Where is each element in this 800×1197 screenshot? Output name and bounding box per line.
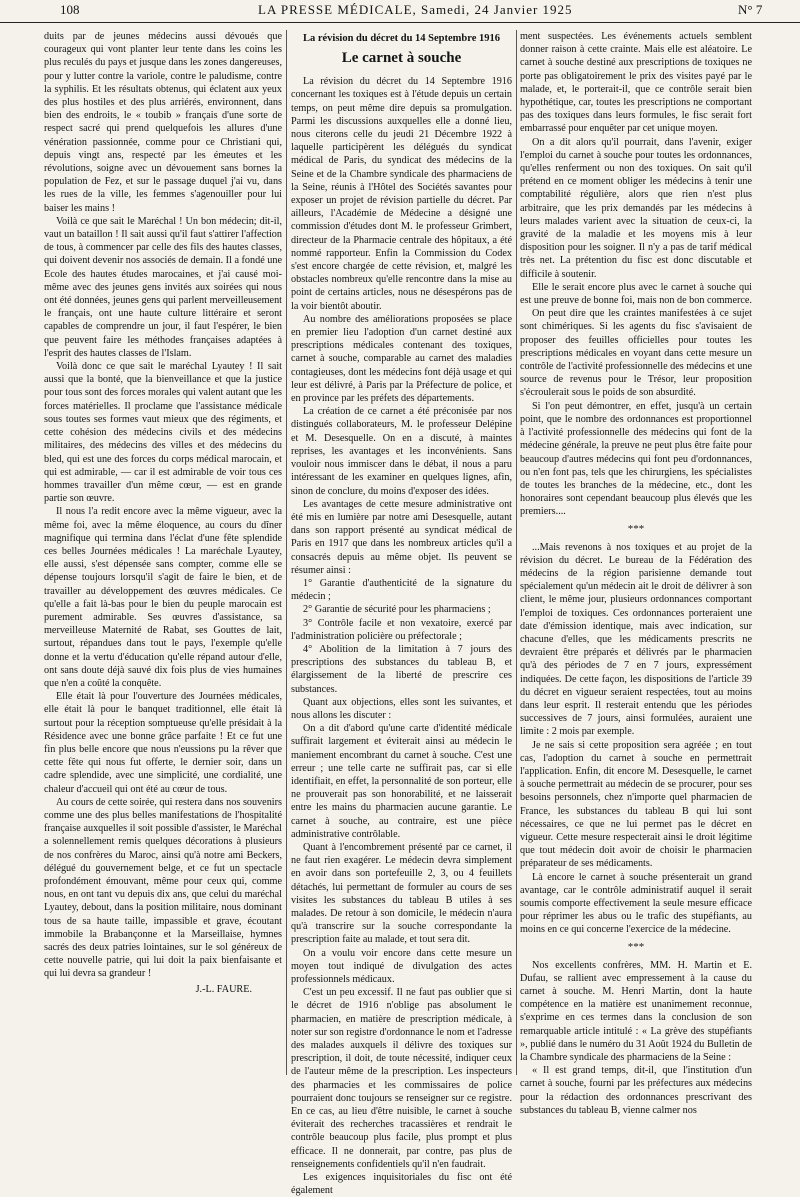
paragraph: Elle était là pour l'ouverture des Journées médicales, elle était là pour le banquet traditionnel, elle était là surtout pour la réception somptueuse qu'elle présidait à la Résidence avec une bonne grâce parfaite ! Et ce fut une fin plus belle encore que nous n'eussions pu la rêver que cette fête qui nous fut offerte, le dernier soir, dans un cadre splendide, avec une simplicité, une cordialité, une chaleur d'accueil qui ont été au cœur de tous. bbox=[44, 691, 282, 795]
paragraph: Je ne sais si cette proposition sera agréée ; en tout cas, l'adoption du carnet à souche en permettrait l'application. Enfin, dit encore M. Desesquelle, le carnet à souche permettrait au médecin de se procurer, pour ses besoins personnels, chez n'importe quel pharmacien de France, les substances du tableau B qui lui sont nécessaires, ce que ne lui permet pas le décret en vigueur. Cette mesure respecterait ainsi le droit légitime que tout médecin doit avoir de choisir le pharmacien préparateur de ses médicaments. bbox=[520, 739, 752, 870]
paragraph: ...Mais revenons à nos toxiques et au projet de la révision du décret. Le bureau de la Fédération des médecins de la région parisienne demande tout spécialement qu'un médecin ait le droit de délivrer à son client, le même jour, plusieurs ordonnances comportant l'emploi de toxiques. Ces ordonnances porteraient une date d'émission identique, mais avec indication, sur chacune d'elles, que les médicaments prescrits ne devraient être préparés et délivrés par le pharmacien qu'à des périodes de 7 en 7 jours, expressément indiquées. De cette façon, les dispositions de l'article 39 du décret en vigueur seraient respectées, tout au moins dans leur esprit. Il resterait entendu que les périodes successives de 7 jours, ainsi formulées, auraient une limite : 2 mois par exemple. bbox=[520, 541, 752, 738]
paragraph: Quant à l'encombrement présenté par ce carnet, il ne faut rien exagérer. Le médecin devra simplement en avoir dans son portefeuille 2, 3, ou 4 feuillets détachés, lui permettant de formuler au cours de ses visites les substances du tableau B utiles à ses malades. De retour à son domicile, le médecin n'aura qu'à transcrire sur la souche correspondante la prescription faite au malade, et tout sera dit. bbox=[291, 841, 512, 946]
paragraph: Les exigences inquisitoriales du fisc ont été également bbox=[291, 1172, 512, 1197]
page-number: 108 bbox=[60, 2, 80, 17]
column-3 bbox=[520, 30, 752, 1116]
paragraph: Au nombre des améliorations proposées se place en premier lieu l'adoption d'un carnet destiné aux prescriptions médicales contenant des toxiques, carnet à souche, comparable au carnet des maladies contagieuses, dont les médecins font déjà usage et qui leur est délivré, à Paris par la Préfecture de police, et en province par les préfets des départements. bbox=[291, 313, 512, 405]
paragraph: On a dit alors qu'il pourrait, dans l'avenir, exiger l'emploi du carnet à souche pour toutes les ordonnances, qu'elles renferment ou non des toxiques. On sait qu'il prétend en ce moment obliger les médecins à tenir une comptabilité régulière, alors que rien n'est plus arbitraire, que les prix demandés par les médecins à leurs malades varient avec la situation de ceux-ci, la gravité de la maladie et les moyens mis à leur disposition pour les soigner. Il n'y a pas de tarif médical très net. La prétention du fisc est donc discutable et difficile à soutenir. bbox=[520, 136, 752, 280]
running-title: LA PRESSE MÉDICALE, Samedi, 24 Janvier 1925 bbox=[258, 2, 573, 17]
paragraph: Nos excellents confrères, MM. H. Martin et E. Dufau, se rallient avec empressement à la cause du carnet à souche. M. Henri Martin, dont la haute compétence en la matière est unanimement reconnue, s'exprime en ces termes dans la conclusion de son remarquable article intitulé : « La grève des stupéfiants », publié dans le numéro du 31 Août 1924 du Bulletin de la Chambre syndicale des pharmaciens de la Seine : bbox=[520, 959, 752, 1064]
paragraph: ment suspectées. Les événements actuels semblent donner raison à cette crainte. Mais elle est aléatoire. Le carnet à souche destiné aux prescriptions de toxiques ne porte pas obligatoirement le prix des visites payé par le malade, et, le porterait-il, que ce contrôle serait bien hypothétique, car, toutes les prescriptions ne comportant pas des toxiques dans leurs formules, le fisc serait fort embarrassé pour enquêter par cet unique moyen. bbox=[520, 31, 752, 135]
paragraph: Si l'on peut démontrer, en effet, jusqu'à un certain point, que le nombre des ordonnances est proportionnel à l'activité professionnelle des médecins qui font de la médecine générale, la preuve ne peut plus être faite pour beaucoup d'autres médecins qui font peu d'ordonnances, ou n'en font pas, tels que les chirurgiens, les spécialistes de toutes les branches de la médecine, etc., dont les honoraires sont cependant beaucoup plus élevés que les premiers.... bbox=[520, 400, 752, 518]
paragraph: On a dit d'abord qu'une carte d'identité médicale suffirait largement et éviterait ainsi au médecin le maniement encombrant du carnet à souche. C'est une erreur ; une telle carte ne suffirait pas, car si elle identifiait, en effet, la personnalité de son porteur, elle ne prouverait pas son honorabilité, et ne laisserait entre les mains du pharmacien aucune garantie. Le carnet à souche, au contraire, est une pièce administrative contrôlable. bbox=[291, 723, 512, 840]
article-kicker: La révision du décret du 14 Septembre 1916 bbox=[302, 33, 501, 44]
page-header bbox=[0, 0, 800, 23]
list-item: 2° Garantie de sécurité pour les pharmaciens ; bbox=[303, 604, 491, 616]
list-item: 1° Garantie d'authenticité de la signature du médecin ; bbox=[291, 577, 512, 603]
paragraph: Voilà donc ce que sait le maréchal Lyautey ! Il sait aussi que la bonté, que la bienveillance et que la justice pour tous sont des forces morales qui valent autant que les forces matérielles. Il proclame que l'assistance médicale sous toutes ses formes vaut mieux que des régiments, et cette cohésion des médecins civils et des médecins militaires, des médecins des villes et des médecins du bled, qui est une des forces du corps médical marocain, et qui est admirable, — car il est admirable de voir tous ces hommes travailler d'un même cœur, — est en grande partie son œuvre. bbox=[44, 361, 282, 505]
paragraph: « Il est grand temps, dit-il, que l'institution d'un carnet à souche, fourni par les préfectures aux médecins pour la rédaction des ordonnances prescrivant des substances du tableau B, vienne calmer nos bbox=[520, 1065, 752, 1116]
paragraph: Les avantages de cette mesure administrative ont été mis en lumière par notre ami Desesquelle, autant dans son rapport présenté au syndicat médical de Paris en 1917 que dans les nombreux articles qu'il a consacrés depuis au même objet. Ils peuvent se résumer ainsi : bbox=[291, 498, 512, 576]
column-2 bbox=[291, 30, 512, 1197]
paragraph: On peut dire que les craintes manifestées à ce sujet sont chimériques. Si les agents du fisc s'avisaient de proposer des feuilles officielles pour toutes les prescriptions médicales en voyant dans cette mesure un contrôle de l'activité professionnelle des médecins et une source de revenus pour le Trésor, leur proposition s'écroulerait sous le poids de son absurdité. bbox=[520, 308, 752, 399]
paragraph: La révision du décret du 14 Septembre 1916 concernant les toxiques est à l'étude depuis un certain temps, on peut même dire depuis sa promulgation. Parmi les discussions auxquelles elle a donné lieu, nous citerons celle du jeudi 21 Décembre 1922 à laquelle participèrent les délégués du syndicat médical de Paris, du syndicat des médecins de la Seine et de la Chambre syndicale des pharmaciens de la Seine, réunis à l'Hôtel des Sociétés savantes pour exposer un projet de révision partielle du décret. Par ailleurs, l'Académie de Médecine a désigné une commission d'études dont M. le professeur Grimbert, directeur de la Pharmacie centrale des hôpitaux, a été nommé rapporteur. Enfin la Commission du Codex s'est encore chargée de cette révision, et, malgré les obstacles nombreux qu'elle rencontre dans la mise au point de certains articles, nous ne désespérons pas de la voir bientôt aboutir. bbox=[291, 76, 512, 312]
column-1 bbox=[44, 30, 282, 1075]
column-rule bbox=[286, 30, 287, 1075]
paragraph: Là encore le carnet à souche présenterait un grand avantage, car le contrôle administratif auquel il serait soumis comporte effectivement la seule mesure efficace pour réprimer les abus ou le trafic des stupéfiants, au moins en ce qui concerne l'exercice de la médecine. bbox=[520, 871, 752, 936]
author-signature: J.-L. FAURE. bbox=[195, 983, 252, 995]
paragraph: C'est un peu excessif. Il ne faut pas oublier que si le décret de 1916 n'oblige pas absolument le pharmacien, en matière de prescription médicale, à noter sur son registre d'ordonnance le nom et l'adresse des malades auxquels il délivre des toxiques sur prescription, il doit, de toute nécessité, indiquer ceux de l'auteur même de la prescription. Les inspecteurs des pharmacies et les commissaires de police pourraient donc toujours se renseigner sur ce registre. En ce cas, au lieu d'être nuisible, le carnet à souche éviterait des recherches tracassières et rendrait le contrôle beaucoup plus facile, plus prompt et plus efficace. Il ne donnerait, par contre, pas plus de renseignements confidentiels qu'il n'en faudrait. bbox=[291, 987, 512, 1170]
issue-number: N° 7 bbox=[738, 2, 763, 17]
paragraph: Il nous l'a redit encore avec la même vigueur, avec la même foi, avec la même éloquence, au cours du dîner magnifique qui termina dans l'éclat d'une fête splendide ces belles Journées médicales ! La maréchale Lyautey, elle aussi, s'est dépensée sans compter, comme elle se dépense toujours lorsqu'il s'agit de faire le bien, et de travailler au développement des œuvres médicales. Ce qu'elle a fait là-bas pour le bien du peuple marocain est purement admirable. Ses œuvres d'assistance, sa merveilleuse Maternité de Rabat, ses Gouttes de lait, surtout, répandues dans tout le pays, l'exemple qu'elle donne et la vertu d'éducation qu'elle répand autour d'elle, ont sans doute déjà sauvé dix fois plus de vies humaines que n'en a coûté la conquête. bbox=[44, 506, 282, 689]
list-item: 4° Abolition de la limitation à 7 jours des prescriptions des substances du tableau B, et élargissement de la liberté de prescrire ces substances. bbox=[291, 643, 512, 695]
section-separator: *** bbox=[627, 940, 645, 953]
paragraph: duits par de jeunes médecins aussi dévoués que courageux qui vont planter leur tente dans les coins les plus reculés du pays et jusque dans les zones dangereuses, pour y lutter contre la variole, contre le paludisme, contre la syphilis. Et les résultats obtenus, qui éclatent aux yeux des plus hostiles et des plus arriérés, environnent, dans bien des endroits, le « toubib » français d'une sorte de respect sacré qui prend quelquefois les allures d'une vénération passionnée, comme pour ce Christiani qui, depuis vingt ans, respecté par les émeutes et les révolutions, soigne avec un dévouement sans bornes la population de Fez, et sur le passage duquel j'ai vu, dans les rues de la ville, les femmes s'agenouiller pour lui baiser les mains ! bbox=[44, 31, 282, 214]
article-title: Le carnet à souche bbox=[341, 50, 462, 67]
list-item: 3° Contrôle facile et non vexatoire, exercé par l'administration policière ou préfectorale ; bbox=[291, 617, 512, 642]
paragraph: Au cours de cette soirée, qui restera dans nos souvenirs comme une des plus belles manifestations de l'hospitalité française auxquelles il soit possible d'assister, le Maréchal a solennellement remis quelques décorations à plusieurs de nos confrères du Maroc, ainsi qu'à notre ami Beckers, délégué du gouvernement belge, et ce fut un spectacle profondément émouvant, même pour ceux qui, comme nous, en ont tant vu depuis dix ans, que celui du maréchal Lyautey, debout, dans la position militaire, nous dominant tous de sa haute taille, impassible et grave, écoutant immobile la Brabançonne et la Marseillaise, hymnes sacrés des deux patries lointaines, sur le sol généreux de cette nouvelle patrie, qui lui doit la paix bienfaisante et qui lui devra sa grandeur ! bbox=[44, 796, 282, 980]
paragraph: Quant aux objections, elles sont les suivantes, et nous allons les discuter : bbox=[291, 696, 512, 721]
paragraph: Voilà ce que sait le Maréchal ! Un bon médecin; dit-il, vaut un bataillon ! Il sait aussi qu'il faut s'attirer l'affection de tous, à commencer par celle des fils des hautes classes, qui doivent devenir nos associés de demain. Il a fondé une Ecole des hautes études marocaines, et j'ai causé moi-même avec des jeunes gens invités aux soirées qui nous ont été données, jeunes gens qui parlent merveilleusement le français, ont une haute culture littéraire et seront capables de comprendre un jour, il faut l'espérer, le bien que peuvent faire les méthodes françaises adaptées à l'esprit des hautes classes de l'Islam. bbox=[44, 215, 282, 359]
paragraph: On a voulu voir encore dans cette mesure un moyen tout indiqué de divulgation des actes professionnels médicaux. bbox=[291, 947, 512, 986]
paragraph: Elle le serait encore plus avec le carnet à souche qui est une preuve de bonne foi, mais non de bon commerce. bbox=[520, 281, 752, 307]
column-rule bbox=[516, 30, 517, 1075]
paragraph: La création de ce carnet a été préconisée par nos distingués collaborateurs, M. le professeur Delépine et M. Desesquelle. On en a discuté, à maintes reprises, les avantages et les inconvénients. Sans vouloir nous immiscer dans le débat, il nous a paru intéressant de les examiner en quelques lignes, afin, sinon de conclure, du moins d'exposer des idées. bbox=[291, 406, 512, 497]
section-separator: *** bbox=[627, 522, 645, 535]
